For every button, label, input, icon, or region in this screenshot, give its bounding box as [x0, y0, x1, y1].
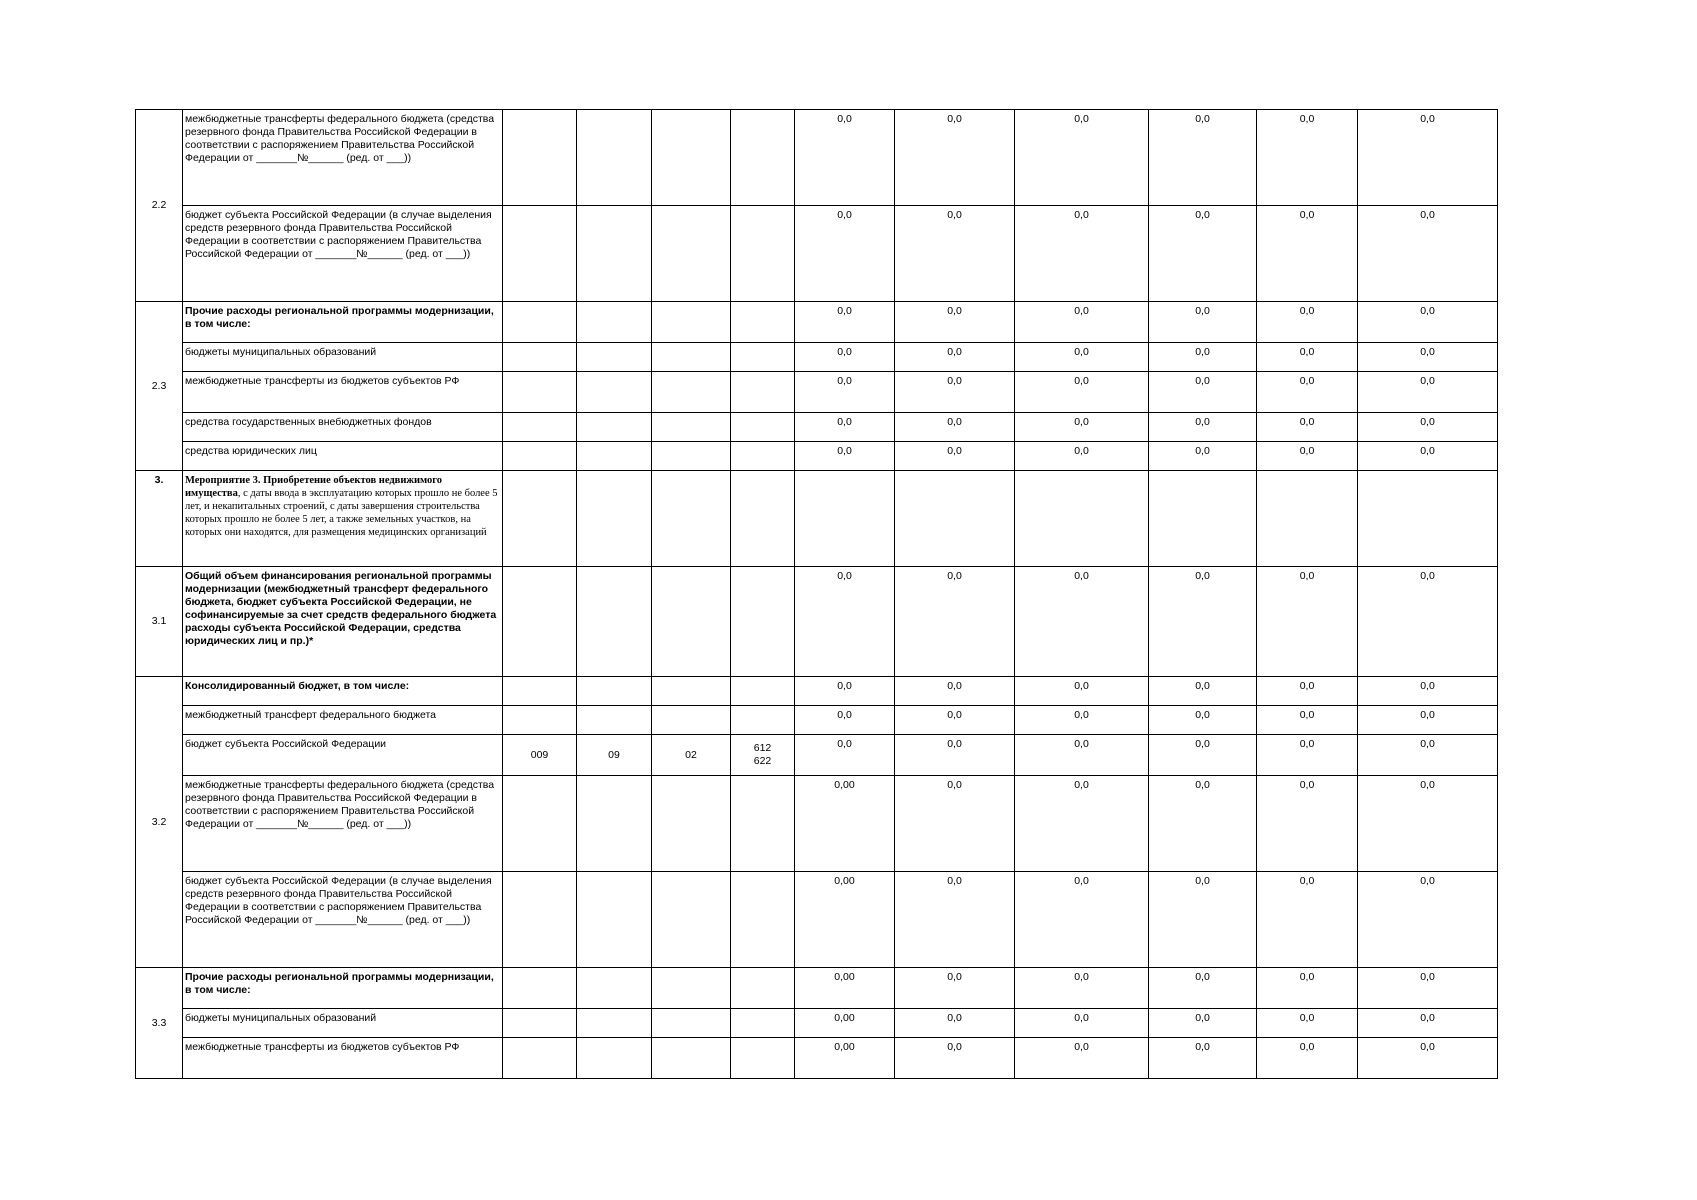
amount-cell: 0,0: [1257, 677, 1358, 706]
row-label-bold: Мероприятие 3. Приобретение объектов недвижимого имущества: [185, 475, 443, 499]
amount-cell: 0,0: [1149, 302, 1257, 343]
budget-code-cell: [731, 343, 795, 372]
amount-cell: 0,0: [1358, 567, 1498, 677]
amount-cell: [1358, 471, 1498, 567]
amount-cell: 0,0: [895, 1038, 1015, 1079]
row-label: межбюджетные трансферты из бюджетов субъектов РФ: [183, 1038, 503, 1079]
table-row: [136, 776, 1498, 872]
amount-cell: 0,0: [895, 302, 1015, 343]
amount-cell: 0,0: [1257, 302, 1358, 343]
amount-cell: 0,00: [795, 968, 895, 1009]
amount-cell: 0,0: [1015, 706, 1149, 735]
table-row: [136, 413, 1498, 442]
budget-code-cell: [577, 442, 652, 471]
budget-code-cell: 009: [503, 735, 577, 776]
budget-code-cell: [577, 1038, 652, 1079]
amount-cell: [795, 471, 895, 567]
amount-cell: 0,0: [1149, 1009, 1257, 1038]
amount-cell: 0,0: [795, 413, 895, 442]
amount-cell: 0,0: [895, 776, 1015, 872]
budget-code-cell: [577, 968, 652, 1009]
amount-cell: 0,0: [1149, 706, 1257, 735]
budget-code-cell: [503, 471, 577, 567]
table-row: [136, 471, 1498, 567]
amount-cell: 0,0: [1257, 413, 1358, 442]
amount-cell: 0,0: [895, 372, 1015, 413]
amount-cell: 0,0: [1015, 677, 1149, 706]
budget-code-cell: [731, 442, 795, 471]
row-label: межбюджетные трансферты из бюджетов субъектов РФ: [183, 372, 503, 413]
budget-code-cell: [652, 471, 731, 567]
budget-code-cell: [577, 471, 652, 567]
row-label: бюджеты муниципальных образований: [183, 343, 503, 372]
budget-code-cell: [577, 343, 652, 372]
budget-code-cell: [652, 1009, 731, 1038]
budget-code-cell: [503, 706, 577, 735]
budget-code-cell: [731, 471, 795, 567]
amount-cell: 0,0: [795, 206, 895, 302]
amount-cell: 0,0: [795, 110, 895, 206]
row-label: бюджеты муниципальных образований: [183, 1009, 503, 1038]
budget-code-cell: 612 622: [731, 735, 795, 776]
budget-code-cell: [652, 677, 731, 706]
table-row: [136, 110, 1498, 206]
budget-code-cell: [652, 206, 731, 302]
amount-cell: 0,0: [1358, 206, 1498, 302]
budget-code-cell: [652, 343, 731, 372]
amount-cell: 0,0: [1257, 110, 1358, 206]
budget-code-cell: [577, 872, 652, 968]
budget-code-cell: [503, 442, 577, 471]
budget-code-cell: [577, 677, 652, 706]
row-label-rest: , с даты ввода в эксплуатацию которых прошло не более 5 лет, и некапитальных строений, с даты завершения строительства которых прошло не более 5 лет, а также земельных участков, на которых они находятся, для размещения медицинских организаций: [185, 488, 498, 538]
amount-cell: 0,0: [1358, 1038, 1498, 1079]
budget-code-cell: [577, 706, 652, 735]
row-label: межбюджетные трансферты федерального бюджета (средства резервного фонда Правительства Российской Федерации в соответствии с распоряжением Правительства Российской Федерации от _______№______ (ред. от ___)): [183, 110, 503, 206]
amount-cell: [1257, 471, 1358, 567]
budget-code-cell: [577, 206, 652, 302]
amount-cell: 0,0: [795, 567, 895, 677]
budget-code-cell: [731, 206, 795, 302]
amount-cell: [1015, 471, 1149, 567]
amount-cell: 0,0: [1149, 872, 1257, 968]
amount-cell: 0,0: [1257, 343, 1358, 372]
budget-code-cell: 09: [577, 735, 652, 776]
budget-code-cell: [652, 706, 731, 735]
row-label: Прочие расходы региональной программы модернизации, в том числе:: [183, 302, 503, 343]
row-label: бюджет субъекта Российской Федерации (в случае выделения средств резервного фонда Правительства Российской Федерации в соответствии с распоряжением Правительства Российской Федерации от _______№______ (ред. от ___)): [183, 206, 503, 302]
budget-code-cell: [577, 413, 652, 442]
budget-code-cell: [731, 872, 795, 968]
budget-code-cell: [652, 442, 731, 471]
budget-code-cell: [652, 1038, 731, 1079]
financing-table: [135, 109, 1498, 1079]
amount-cell: 0,0: [1015, 1038, 1149, 1079]
budget-code-cell: [731, 677, 795, 706]
amount-cell: 0,0: [795, 735, 895, 776]
amount-cell: 0,0: [795, 442, 895, 471]
budget-code-cell: [652, 567, 731, 677]
amount-cell: 0,0: [1358, 413, 1498, 442]
amount-cell: 0,0: [795, 343, 895, 372]
budget-code-cell: [652, 413, 731, 442]
row-index: 3.2: [136, 677, 183, 968]
table-row: [136, 706, 1498, 735]
amount-cell: 0,0: [1257, 372, 1358, 413]
amount-cell: 0,0: [1358, 776, 1498, 872]
row-label: бюджет субъекта Российской Федерации (в случае выделения средств резервного фонда Правительства Российской Федерации в соответствии с распоряжением Правительства Российской Федерации от _______№______ (ред. от ___)): [183, 872, 503, 968]
amount-cell: 0,0: [1015, 567, 1149, 677]
amount-cell: 0,0: [1015, 968, 1149, 1009]
amount-cell: 0,0: [895, 1009, 1015, 1038]
amount-cell: 0,0: [1149, 372, 1257, 413]
budget-code-cell: [652, 872, 731, 968]
amount-cell: 0,0: [1149, 1038, 1257, 1079]
budget-code-cell: [503, 677, 577, 706]
amount-cell: 0,0: [1257, 735, 1358, 776]
table-row: [136, 968, 1498, 1009]
budget-code-cell: [731, 1009, 795, 1038]
row-label: [183, 471, 503, 567]
table-row: [136, 1038, 1498, 1079]
budget-code-cell: [652, 372, 731, 413]
budget-code-cell: [503, 1038, 577, 1079]
budget-code-cell: [503, 1009, 577, 1038]
table-row: [136, 302, 1498, 343]
budget-code-cell: [731, 567, 795, 677]
amount-cell: 0,0: [1257, 706, 1358, 735]
amount-cell: 0,0: [895, 968, 1015, 1009]
table-row: [136, 372, 1498, 413]
amount-cell: 0,0: [1149, 206, 1257, 302]
budget-code-cell: [503, 567, 577, 677]
budget-code-cell: [731, 372, 795, 413]
row-label: Общий объем финансирования региональной программы модернизации (межбюджетный трансферт федерального бюджета, бюджет субъекта Российской Федерации, не софинансируемые за счет средств федерального бюджета расходы субъекта Российской Федерации, средства юридических лиц и пр.)*: [183, 567, 503, 677]
budget-code-cell: [652, 776, 731, 872]
amount-cell: 0,0: [1358, 872, 1498, 968]
budget-code-cell: [731, 968, 795, 1009]
amount-cell: 0,0: [1149, 567, 1257, 677]
budget-code-cell: [503, 302, 577, 343]
amount-cell: 0,0: [1015, 776, 1149, 872]
budget-code-cell: 02: [652, 735, 731, 776]
amount-cell: 0,0: [895, 413, 1015, 442]
budget-code-cell: [652, 302, 731, 343]
amount-cell: 0,0: [1358, 442, 1498, 471]
amount-cell: 0,0: [1257, 206, 1358, 302]
budget-code-cell: [577, 372, 652, 413]
amount-cell: 0,0: [895, 872, 1015, 968]
row-label: средства государственных внебюджетных фондов: [183, 413, 503, 442]
amount-cell: 0,0: [1149, 110, 1257, 206]
budget-code-cell: [731, 706, 795, 735]
amount-cell: 0,0: [1358, 968, 1498, 1009]
amount-cell: 0,0: [1358, 302, 1498, 343]
amount-cell: 0,0: [895, 706, 1015, 735]
amount-cell: 0,0: [1015, 343, 1149, 372]
row-label: Прочие расходы региональной программы модернизации, в том числе:: [183, 968, 503, 1009]
amount-cell: 0,00: [795, 872, 895, 968]
budget-code-cell: [503, 413, 577, 442]
amount-cell: 0,0: [1257, 968, 1358, 1009]
amount-cell: 0,0: [1257, 776, 1358, 872]
row-label: бюджет субъекта Российской Федерации: [183, 735, 503, 776]
amount-cell: 0,0: [1015, 1009, 1149, 1038]
amount-cell: 0,0: [1358, 735, 1498, 776]
amount-cell: 0,0: [1358, 677, 1498, 706]
budget-code-cell: [577, 567, 652, 677]
row-label: межбюджетные трансферты федерального бюджета (средства резервного фонда Правительства Российской Федерации в соответствии с распоряжением Правительства Российской Федерации от _______№______ (ред. от ___)): [183, 776, 503, 872]
row-index: 3.3: [136, 968, 183, 1079]
row-label: межбюджетный трансферт федерального бюджета: [183, 706, 503, 735]
amount-cell: 0,0: [895, 677, 1015, 706]
row-label: средства юридических лиц: [183, 442, 503, 471]
table-row: [136, 735, 1498, 776]
amount-cell: 0,0: [795, 372, 895, 413]
row-index: 3.1: [136, 567, 183, 677]
amount-cell: 0,0: [1257, 567, 1358, 677]
budget-code-cell: [577, 776, 652, 872]
amount-cell: 0,0: [1015, 735, 1149, 776]
budget-code-cell: [577, 110, 652, 206]
amount-cell: 0,0: [795, 677, 895, 706]
table-row: [136, 567, 1498, 677]
table-row: [136, 677, 1498, 706]
amount-cell: 0,0: [1015, 442, 1149, 471]
table-row: [136, 872, 1498, 968]
budget-code-cell: [503, 776, 577, 872]
amount-cell: 0,0: [1257, 442, 1358, 471]
amount-cell: 0,0: [1015, 872, 1149, 968]
budget-code-cell: [503, 968, 577, 1009]
table-row: [136, 343, 1498, 372]
amount-cell: 0,0: [1358, 1009, 1498, 1038]
budget-code-cell: [503, 343, 577, 372]
amount-cell: 0,0: [1149, 735, 1257, 776]
amount-cell: 0,0: [895, 735, 1015, 776]
amount-cell: [895, 471, 1015, 567]
amount-cell: 0,0: [1257, 1009, 1358, 1038]
amount-cell: 0,0: [895, 110, 1015, 206]
amount-cell: 0,0: [895, 206, 1015, 302]
amount-cell: 0,0: [1358, 110, 1498, 206]
amount-cell: 0,0: [1358, 706, 1498, 735]
budget-code-cell: [503, 206, 577, 302]
amount-cell: 0,00: [795, 1009, 895, 1038]
row-index: 2.2: [136, 110, 183, 302]
amount-cell: 0,0: [895, 343, 1015, 372]
budget-code-cell: [577, 1009, 652, 1038]
budget-code-cell: [503, 110, 577, 206]
amount-cell: 0,0: [1015, 302, 1149, 343]
amount-cell: [1149, 471, 1257, 567]
amount-cell: 0,0: [1257, 872, 1358, 968]
row-index: 2.3: [136, 302, 183, 471]
amount-cell: 0,0: [1015, 372, 1149, 413]
budget-code-cell: [503, 872, 577, 968]
amount-cell: 0,0: [795, 302, 895, 343]
budget-code-cell: [731, 110, 795, 206]
budget-code-cell: [731, 302, 795, 343]
amount-cell: 0,0: [795, 706, 895, 735]
budget-code-cell: [503, 372, 577, 413]
budget-code-cell: [577, 302, 652, 343]
amount-cell: 0,0: [1358, 343, 1498, 372]
table-row: [136, 206, 1498, 302]
amount-cell: 0,0: [1149, 677, 1257, 706]
amount-cell: 0,0: [1358, 372, 1498, 413]
amount-cell: 0,0: [895, 567, 1015, 677]
amount-cell: 0,0: [1257, 1038, 1358, 1079]
table-row: [136, 1009, 1498, 1038]
row-index: 3.: [136, 471, 183, 567]
budget-code-cell: [731, 413, 795, 442]
amount-cell: 0,0: [895, 442, 1015, 471]
budget-code-cell: [652, 110, 731, 206]
amount-cell: 0,00: [795, 1038, 895, 1079]
amount-cell: 0,0: [1015, 110, 1149, 206]
budget-code-cell: [731, 776, 795, 872]
amount-cell: 0,0: [1149, 343, 1257, 372]
amount-cell: 0,0: [1149, 776, 1257, 872]
amount-cell: 0,0: [1015, 413, 1149, 442]
budget-code-cell: [731, 1038, 795, 1079]
amount-cell: 0,0: [1149, 442, 1257, 471]
row-label: Консолидированный бюджет, в том числе:: [183, 677, 503, 706]
table-row: [136, 442, 1498, 471]
budget-code-cell: [652, 968, 731, 1009]
amount-cell: 0,0: [1149, 968, 1257, 1009]
amount-cell: 0,0: [1149, 413, 1257, 442]
amount-cell: 0,0: [1015, 206, 1149, 302]
amount-cell: 0,00: [795, 776, 895, 872]
